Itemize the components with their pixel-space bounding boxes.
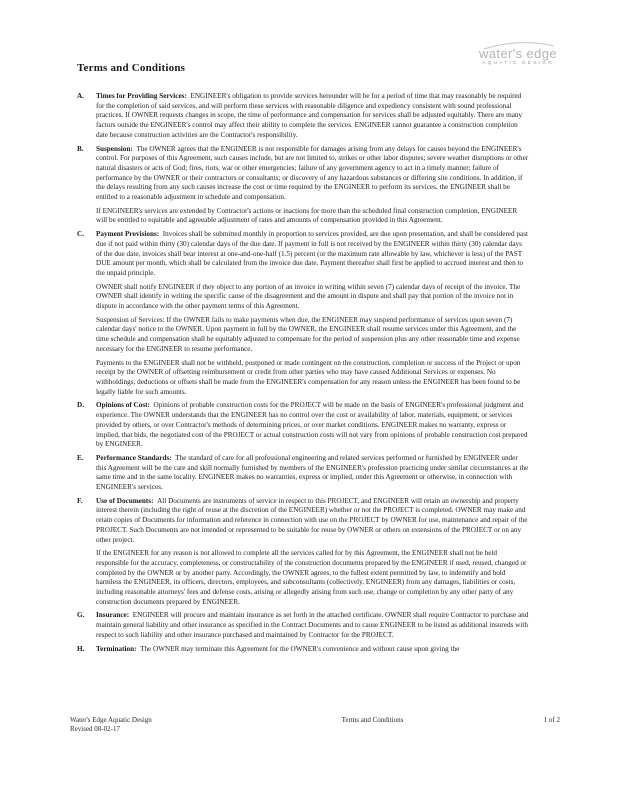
section-heading: Termination: (96, 644, 137, 653)
section-paragraph: OWNER shall notify ENGINEER if they object to any portion of an invoice in writing within seven (7) calendar days of receipt of the invoice. The OWNER shall identify in writing the specific cause of the disagreement and the amount in dispute and shall pay that portion of the invoice not in dispute in accordance with the other payment terms of this Agreement. (96, 282, 521, 311)
terms-section-h (77, 645, 529, 655)
section-paragraph: Termination: The OWNER may terminate this Agreement for the OWNER's convenience and without cause upon giving the (96, 644, 460, 653)
section-heading: Opinions of Cost: (96, 401, 150, 410)
footer-revision-date: Revised 08-02-17 (70, 724, 120, 733)
footer-page-number: 1 of 2 (543, 716, 560, 724)
section-body (96, 497, 529, 608)
terms-section-a (77, 92, 529, 141)
section-letter: C. (77, 230, 84, 239)
section-letter: G. (77, 611, 85, 620)
terms-section-b (77, 145, 529, 227)
section-heading: Insurance: (96, 611, 130, 620)
section-heading: Times for Providing Services: (96, 92, 187, 100)
section-body (96, 401, 529, 450)
footer-left (70, 716, 245, 733)
terms-section-c (77, 230, 529, 397)
section-body (96, 92, 529, 141)
section-body (96, 230, 529, 397)
terms-section-g (77, 611, 529, 640)
section-body (96, 611, 529, 640)
section-heading: Performance Standards: (96, 453, 172, 462)
terms-section-f (77, 497, 529, 608)
section-paragraph: Performance Standards: The standard of care for all professional engineering and related services performed or furnished by ENGINEER under this Agreement will be the care and skill normally furnished by members of the ENGINEER's profession practicing under similar circumstances at the same time and in the same locality. ENGINEER makes no warranties, express or implied, under this Agreement or otherwise, in connection with ENGINEER's services. (96, 453, 529, 492)
section-body (96, 145, 529, 227)
terms-section-d (77, 401, 529, 450)
section-letter: D. (77, 401, 84, 410)
section-paragraph: Payment Provisions: Invoices shall be submitted monthly in proportion to services provided, are due upon presentation, and shall be considered past due if not paid within thirty (30) calendar days of the due date. If payment in full is not received by the ENGINEER within thirty (30) calendar days of the due date, invoices shall bear interest at one-and-one-half (1.5) percent (or the maximum rate allowable by law, whichever is less) of the PAST DUE amount per month, which shall be calculated from the invoice due date. Payment thereafter shall first be applied to accrued interest and then to the unpaid principle. (96, 230, 529, 277)
section-body (96, 454, 529, 493)
section-letter: F. (77, 496, 83, 505)
section-body (96, 645, 529, 655)
section-letter: E. (77, 453, 84, 462)
section-paragraph: If ENGINEER's services are extended by Contractor's actions or inactions for more than the scheduled final construction completion, ENGINEER will be entitled to equitable and agreeable adjustment of rates and amounts of compensation provided in this Agreement. (96, 206, 518, 225)
section-paragraph: Times for Providing Services: ENGINEER's obligation to provide services hereunder will be for a period of time that may reasonably be required for the completion of said services, and will perform these services with reasonable diligence and expediency consistent with sound professional practices. If OWNER requests changes in scope, the time of performance and compensation for services shall be adjusted equitably. There are many factors outside the ENGINEER's control may affect their ability to complete the services. ENGINEER cannot guarantee a construction completion date because construction activities are the Contractor's responsibility. (96, 92, 523, 139)
section-paragraph: Opinions of Cost: Opinions of probable construction costs for the PROJECT will be made on the basis of ENGINEER's professional judgment and experience. The OWNER understands that the ENGINEER has no control over the cost or availability of labor, materials, equipment, or services provided by others, or over Contractor's methods of determining prices, or over market conditions. ENGINEER makes no warranty, express or implied, that bids, the negotiated cost of the PROJECT or actual construction costs will not vary from opinions of probable construction cost prepared by ENGINEER. (96, 401, 528, 449)
section-heading: Suspension: (96, 144, 133, 153)
section-letter: H. (77, 644, 85, 653)
section-heading: Use of Documents: (96, 496, 154, 505)
company-logo (472, 40, 564, 67)
terms-sections-list (77, 92, 529, 658)
logo-wordmark: water's edge (478, 46, 558, 61)
page-footer (70, 716, 560, 733)
section-letter: A. (77, 92, 84, 100)
section-paragraph: Use of Documents: All Documents are instruments of service in respect to this PROJECT, and ENGINEER will retain an ownership and property interest therein (including the right of reuse at the discretion of the ENGINEER) whether or not the PROJECT is completed. OWNER may make and retain copies of Documents for information and reference in connection with use on the PROJECT by OWNER for use, maintenance and repair of the PROJECT. Such Documents are not intended or represented to be suitable for reuse by OWNER or others on extensions of the PROJECT or on any other project. (96, 496, 528, 544)
terms-section-e (77, 454, 529, 493)
logo-tagline: AQUATIC DESIGN (482, 61, 554, 66)
section-paragraph: Payments to the ENGINEER shall not be withheld, postponed or made contingent on the construction, completion or success of the Project or upon receipt by the OWNER of offsetting reimbursement or credit from other parties who may have caused Additional Services or expenses. No withholdings, deductions or offsets shall be made from the ENGINEER's compensation for any reason unless the ENGINEER has been found to be legally liable for such amounts. (96, 358, 521, 396)
section-heading: Payment Provisions: (96, 230, 160, 239)
section-paragraph: If the ENGINEER for any reason is not allowed to complete all the services called for by this Agreement, the ENGINEER shall not be held responsible for the accuracy, completeness, or constructability of the construction documents prepared by the ENGINEER if used, reused, changed or completed by the OWNER or by another party. Accordingly, the OWNER agrees, to the fullest extent permitted by law, to indemnify and hold harmless the ENGINEER, its officers, directors, employees, and subconsultants (collectively, ENGINEER) from any damages, liabilities or costs, including reasonable attorneys' fees and defense costs, arising or allegedly arising from such use, change or completion by any other party of any construction documents prepared by ENGINEER. (96, 549, 527, 606)
section-letter: B. (77, 144, 84, 153)
section-paragraph: Insurance: ENGINEER will procure and maintain insurance as set forth in the attached certificate. OWNER shall require Contractor to purchase and maintain general liability and other insurance as specified in the Contract Documents and to cause ENGINEER to be listed as additional insureds with respect to such liability and other insurance purchased and maintained by Contractor for the PROJECT. (96, 611, 529, 639)
section-paragraph: Suspension of Services: If the OWNER fails to make payments when due, the ENGINEER may suspend performance of services upon seven (7) calendar days' notice to the OWNER. Upon payment in full by the OWNER, the ENGINEER shall resume services under this Agreement, and the time schedule and compensation shall be equitably adjusted to compensate for the period of suspension plus any other reasonable time and expense necessary for the ENGINEER to resume performance. (96, 315, 520, 353)
page-title: Terms and Conditions (77, 62, 186, 74)
footer-document-title: Terms and Conditions (341, 716, 404, 724)
section-paragraph: Suspension: The OWNER agrees that the ENGINEER is not responsible for damages arising from any delays for causes beyond the ENGINEER's control. For purposes of this Agreement, such causes include, but are not limited to, strikes or other labor disputes; severe weather disruptions or other natural disasters or acts of God; fires, riots, war or other emergencies; failure of any government agency to act in a timely manner; failure of performance by the OWNER or their contractors or consultants; or discovery of any hazardous substances or differing site conditions. In addition, if the delays resulting from any such causes increase the cost or time required by the ENGINEER to perform its services, the ENGINEER shall be entitled to a reasonable adjustment in schedule and compensation. (96, 144, 529, 202)
footer-company-name: Water's Edge Aquatic Design (70, 716, 152, 724)
